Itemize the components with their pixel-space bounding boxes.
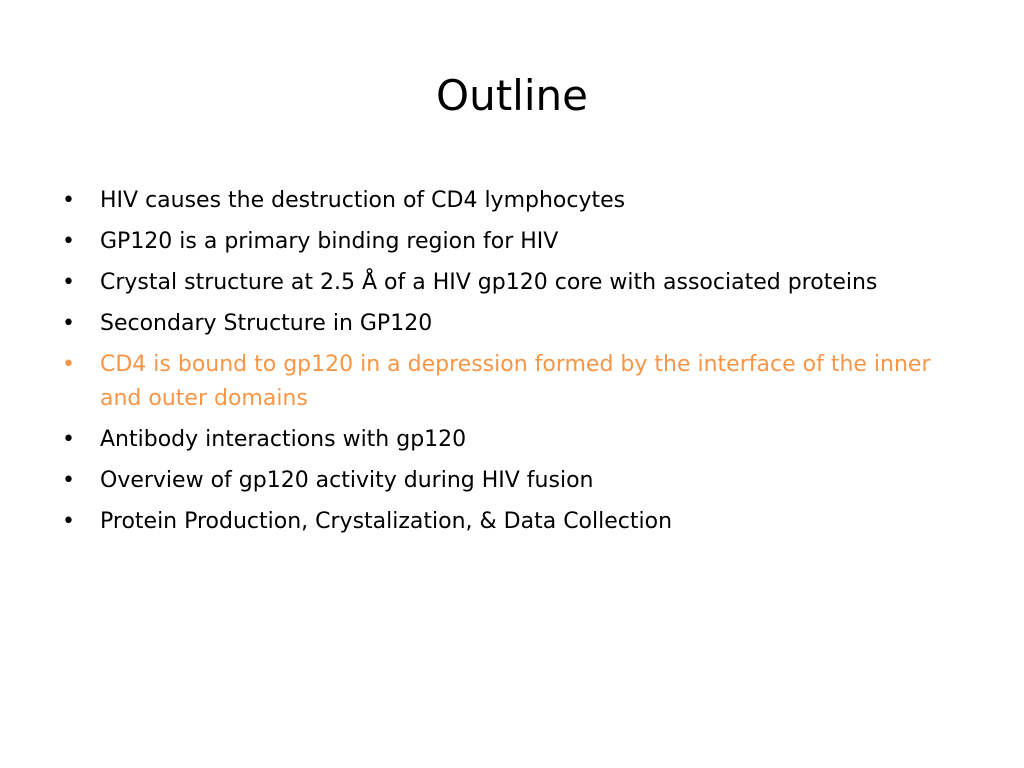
list-item-text: Secondary Structure in GP120	[100, 311, 433, 336]
bullet-list	[62, 184, 962, 546]
list-item	[62, 184, 962, 218]
list-item-text: Crystal structure at 2.5 Å of a HIV gp120 core with associated proteins	[100, 270, 878, 295]
slide-title: Outline	[436, 71, 588, 120]
list-item-text: Protein Production, Crystalization, & Data Collection	[100, 509, 673, 534]
bullet-icon: •	[62, 188, 75, 213]
bullet-icon: •	[62, 270, 75, 295]
bullet-icon: •	[62, 311, 75, 336]
list-item	[62, 505, 962, 539]
list-item-highlighted	[62, 348, 962, 416]
bullet-icon: •	[62, 468, 75, 493]
bullet-icon: •	[62, 352, 75, 377]
bullet-icon: •	[62, 229, 75, 254]
bullet-icon: •	[62, 427, 75, 452]
list-item-text: HIV causes the destruction of CD4 lymphocytes	[100, 188, 626, 213]
list-item-text: Overview of gp120 activity during HIV fusion	[100, 468, 594, 493]
list-item-text: Antibody interactions with gp120	[100, 427, 467, 452]
list-item	[62, 225, 962, 259]
list-item	[62, 307, 962, 341]
list-item	[62, 266, 962, 300]
list-item-text: GP120 is a primary binding region for HIV	[100, 229, 559, 254]
list-item-text: CD4 is bound to gp120 in a depression formed by the interface of the inner and outer domains	[100, 352, 931, 411]
list-item	[62, 464, 962, 498]
list-item	[62, 423, 962, 457]
bullet-icon: •	[62, 509, 75, 534]
